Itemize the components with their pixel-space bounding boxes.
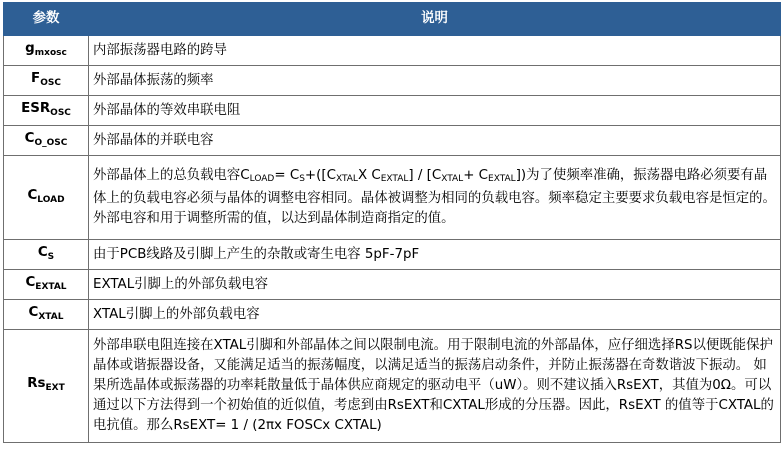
desc-subscript: EXTAL — [488, 174, 516, 184]
param-symbol: C — [37, 244, 48, 260]
param-symbol: C — [28, 304, 39, 320]
desc-subscript: LOAD — [249, 174, 275, 184]
desc-cell: 外部晶体的等效串联电阻 — [89, 96, 781, 126]
desc-cell: 内部振荡器电路的跨导 — [89, 36, 781, 66]
desc-text: ] / [C — [408, 168, 442, 183]
param-cell — [4, 240, 89, 270]
desc-text: = C — [274, 168, 300, 183]
param-subscript: OSC — [50, 107, 71, 118]
param-subscript: XTAL — [38, 311, 64, 322]
param-subscript: mxosc — [34, 47, 67, 58]
desc-cell: EXTAL引脚上的外部负载电容 — [89, 270, 781, 300]
param-symbol: C — [25, 274, 36, 290]
param-symbol: F — [31, 70, 41, 86]
param-cell — [4, 270, 89, 300]
param-cell — [4, 156, 89, 240]
header-desc: 说明 — [89, 3, 781, 36]
param-cell — [4, 126, 89, 156]
desc-text: +([C — [304, 168, 336, 183]
desc-cell: 外部晶体振荡的频率 — [89, 66, 781, 96]
desc-cell: 外部串联电阻连接在XTAL引脚和外部晶体之间以限制电流。用于限制电流的外部晶体，应仔细选择RS以便既能保护晶体或谐振器设备，又能满足适当的振荡幅度，以满足适当的振荡启动条件，并防止振荡器在奇数谐波下振动。 如果所选晶体或振荡器的功率耗散量低于晶体供应商规定的驱动电平（uW）。则不建议插入RsEXT，其值为0Ω。可以通过以下方法得到一个初始值的近似值，考虑到由RsEXT和CXTAL形成的分压器。因此，RsEXT 的值等于CXTAL的电抗值。那么RsEXT= 1 / (2πx FOSCx CXTAL) — [89, 330, 781, 443]
param-cell — [4, 36, 89, 66]
param-subscript: O_OSC — [34, 137, 68, 148]
desc-cell: 由于PCB线路及引脚上产生的杂散或寄生电容 5pF-7pF — [89, 240, 781, 270]
table-row — [4, 270, 781, 300]
table-header-row — [4, 3, 781, 36]
param-cell — [4, 330, 89, 443]
param-subscript: OSC — [40, 77, 61, 88]
param-subscript: EXT — [45, 383, 65, 393]
param-cell — [4, 66, 89, 96]
table-row — [4, 66, 781, 96]
desc-text: X C — [357, 168, 381, 183]
table-row — [4, 156, 781, 240]
param-subscript: LOAD — [37, 194, 65, 205]
desc-subscript: XTAL — [441, 174, 464, 184]
param-symbol: C — [27, 187, 38, 203]
desc-cell: 外部晶体的并联电容 — [89, 126, 781, 156]
param-symbol: Rs — [27, 376, 46, 391]
param-cell — [4, 300, 89, 330]
param-symbol: g — [25, 40, 35, 56]
param-subscript: S — [47, 251, 55, 262]
desc-text: + C — [463, 168, 489, 183]
desc-text: 外部晶体上的总负载电容C — [93, 168, 250, 183]
desc-cell: XTAL引脚上的外部负载电容 — [89, 300, 781, 330]
param-cell — [4, 96, 89, 126]
table-row — [4, 300, 781, 330]
desc-text: ])为了使频率准确，振荡器电路必须要有晶体上的负载电容必须与晶体的调整电容相同。晶体被调整为相同的负载电容。频率稳定主要要求负载电容是恒定的。外部电容和用于调整所需的值，以达到晶体制造商指定的值。 — [93, 168, 776, 226]
param-symbol: ESR — [21, 100, 51, 116]
table-row — [4, 96, 781, 126]
param-subscript: EXTAL — [35, 281, 67, 292]
desc-subscript: EXTAL — [380, 174, 409, 184]
header-param: 参数 — [4, 3, 89, 36]
table-row — [4, 330, 781, 443]
table-row — [4, 240, 781, 270]
table-row — [4, 126, 781, 156]
parameter-table — [3, 2, 781, 443]
desc-subscript: S — [299, 174, 305, 184]
desc-subscript: XTAL — [335, 174, 358, 184]
param-symbol: C — [24, 130, 35, 146]
desc-cell — [89, 156, 781, 240]
table-row — [4, 36, 781, 66]
